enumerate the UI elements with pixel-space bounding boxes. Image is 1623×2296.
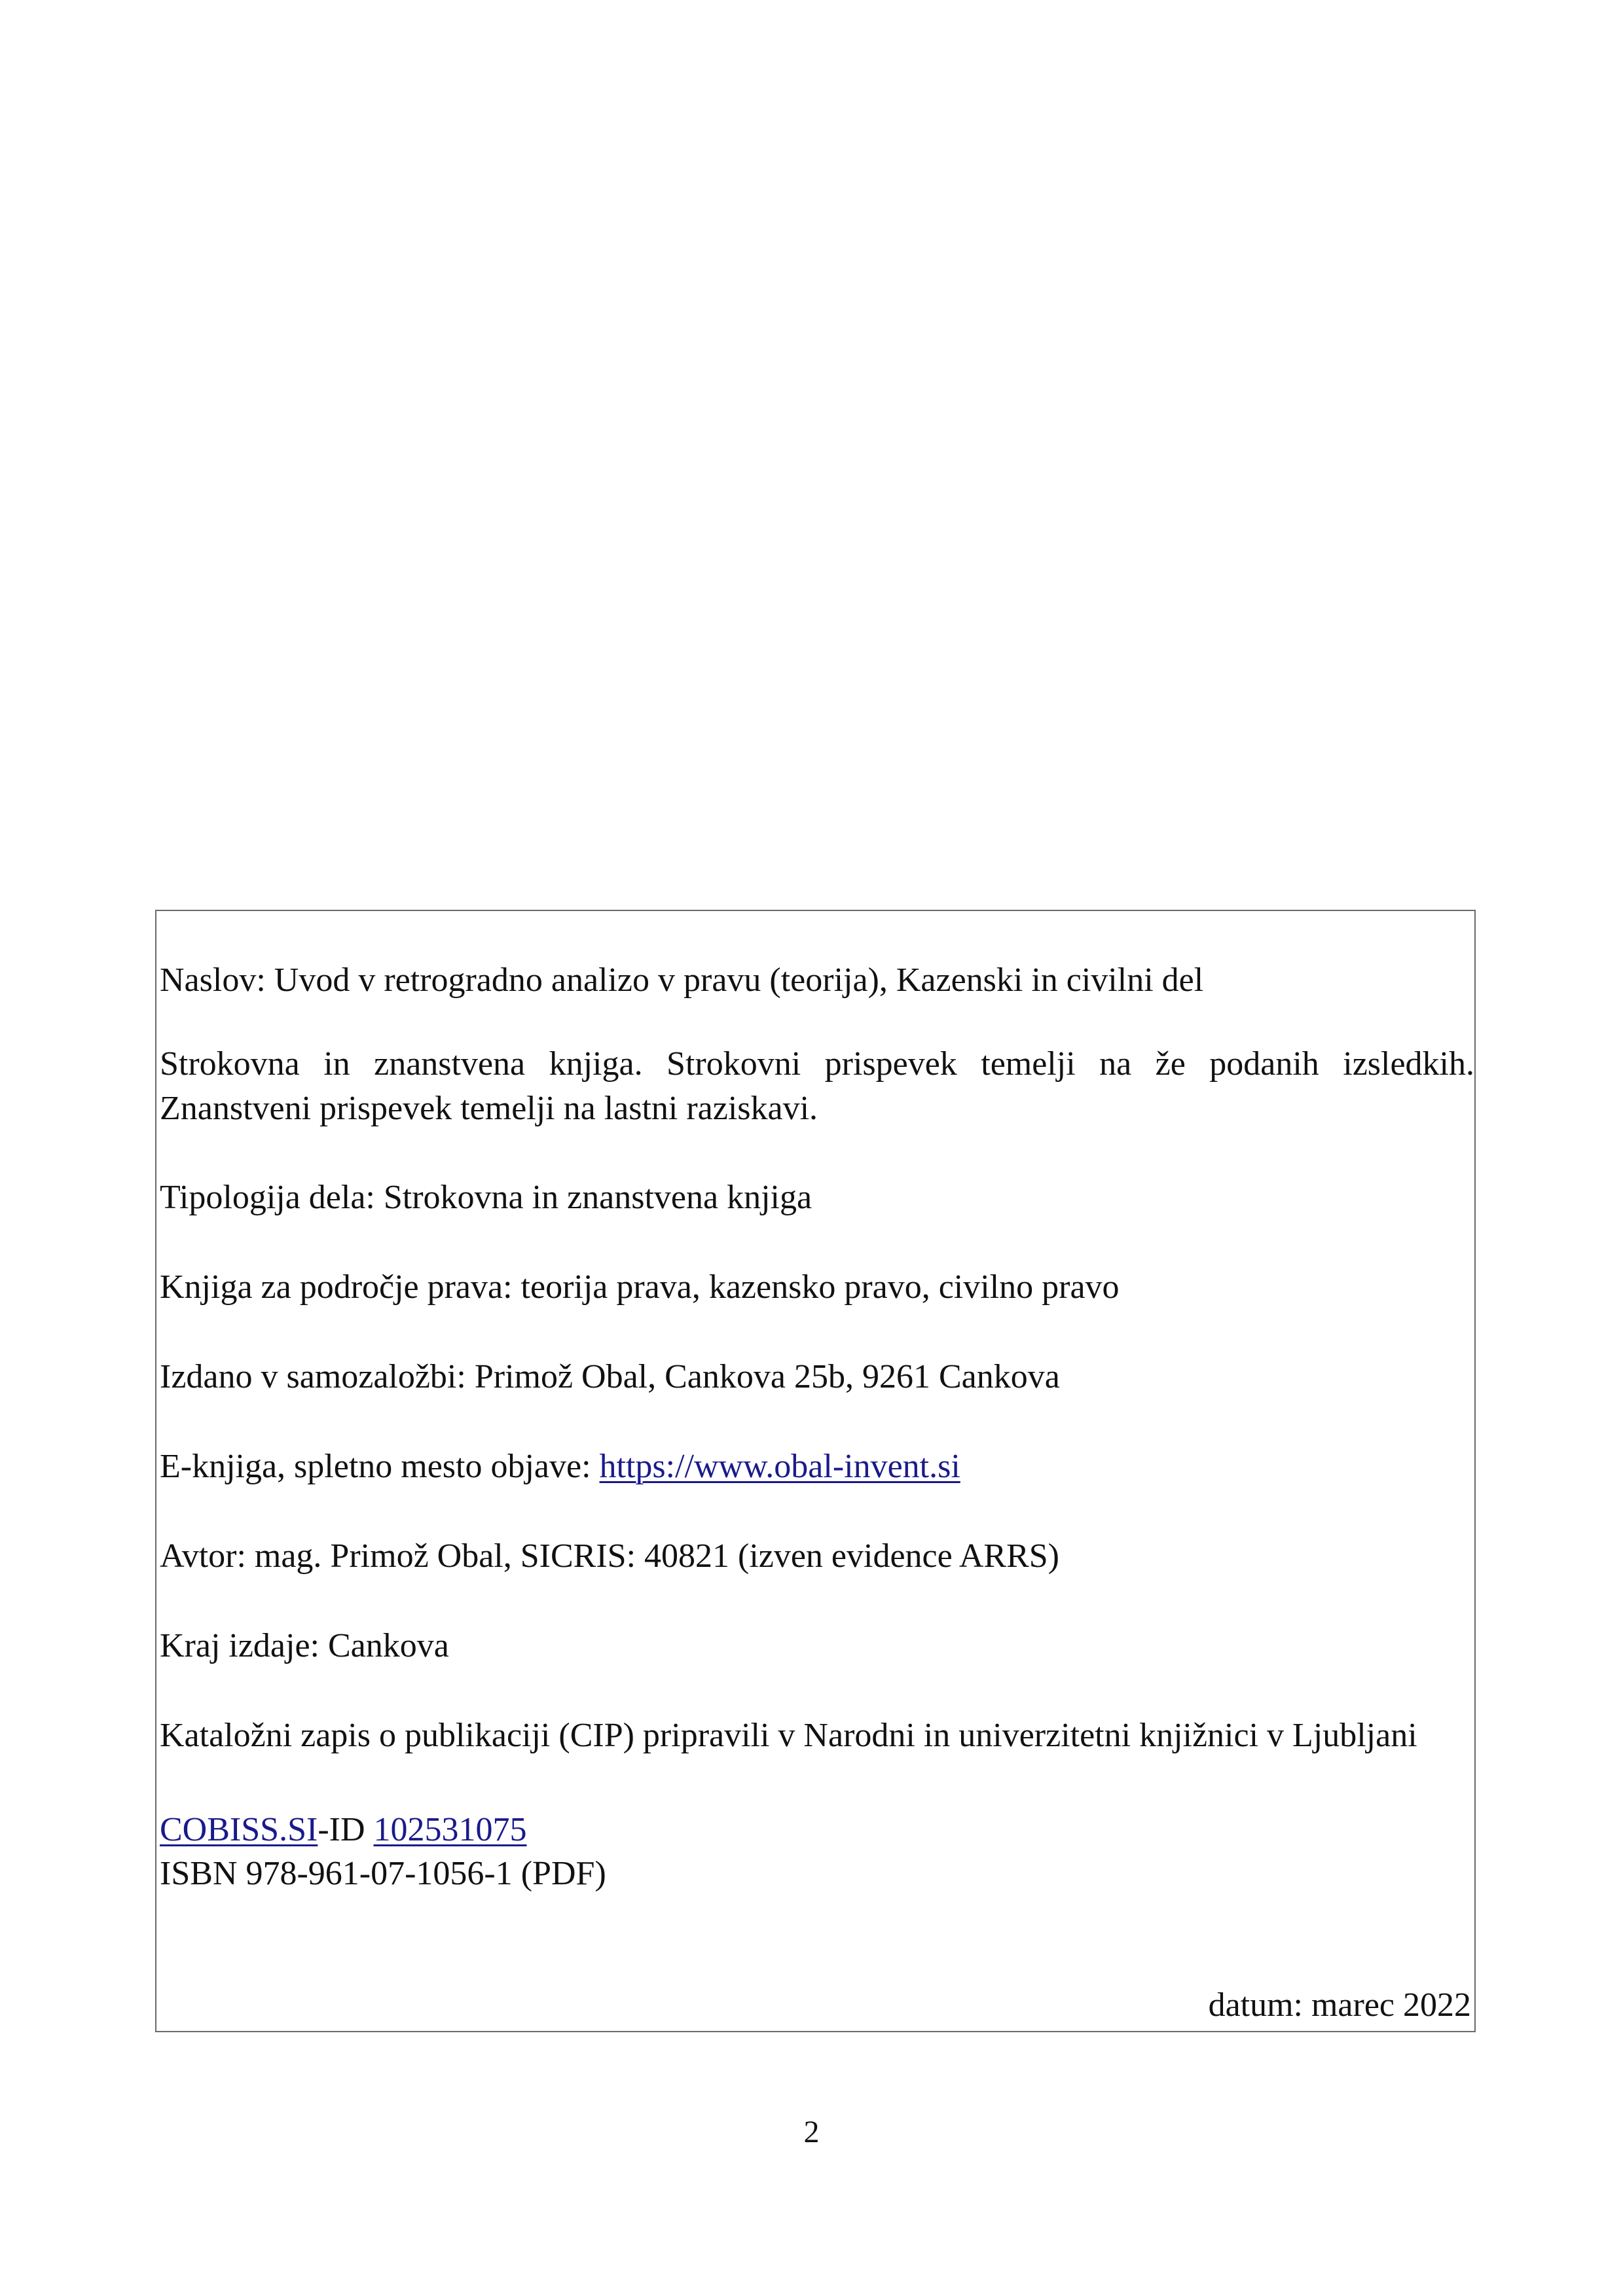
ebook-url-link[interactable]: https://www.obal-invent.si — [599, 1448, 960, 1485]
date-value: marec 2022 — [1311, 1986, 1471, 2024]
cobiss-line — [160, 1808, 1474, 1852]
typology-value: Strokovna in znanstvena knjiga — [383, 1179, 812, 1216]
cobiss-id-label: -ID — [318, 1811, 365, 1848]
author-line — [160, 1534, 1474, 1579]
author-label: Avtor: — [160, 1537, 246, 1575]
date-line — [1209, 1983, 1471, 2028]
typology-label: Tipologija dela: — [160, 1179, 375, 1216]
field-label: Knjiga za področje prava: — [160, 1268, 513, 1306]
place-line — [160, 1624, 1474, 1668]
typology-line — [160, 1175, 1474, 1220]
publisher-label: Izdano v samozaložbi: — [160, 1358, 466, 1395]
cobiss-link[interactable]: COBISS.SI — [160, 1811, 318, 1848]
publisher-line — [160, 1355, 1474, 1399]
cobiss-id-link[interactable]: 102531075 — [373, 1811, 527, 1848]
cip-text: Kataložni zapis o publikaciji (CIP) pripravili v Narodni in univerzitetni knjižnici v Ljubljani — [160, 1717, 1417, 1754]
isbn-line: ISBN 978-961-07-1056-1 (PDF) — [160, 1855, 606, 1892]
place-label: Kraj izdaje: — [160, 1627, 319, 1664]
page-number: 2 — [803, 2115, 820, 2149]
title-label: Naslov: — [160, 961, 266, 999]
field-line — [160, 1265, 1474, 1310]
date-label: datum: — [1208, 1986, 1303, 2024]
ebook-line — [160, 1444, 1474, 1489]
place-value: Cankova — [327, 1627, 449, 1664]
description-paragraph: Strokovna in znanstvena knjiga. Strokovni prispevek temelji na že podanih izsledkih. Znanstveni prispevek temelji na lastni raziskavi. — [160, 1045, 1474, 1127]
title-line — [160, 958, 1474, 1003]
ebook-label: E-knjiga, spletno mesto objave: — [160, 1448, 591, 1485]
author-value: mag. Primož Obal, SICRIS: 40821 (izven evidence ARRS) — [254, 1537, 1059, 1575]
title-value: Uvod v retrogradno analizo v pravu (teorija), Kazenski in civilni del — [274, 961, 1204, 999]
publisher-value: Primož Obal, Cankova 25b, 9261 Cankova — [474, 1358, 1060, 1395]
field-value: teorija prava, kazensko pravo, civilno pravo — [520, 1268, 1120, 1306]
